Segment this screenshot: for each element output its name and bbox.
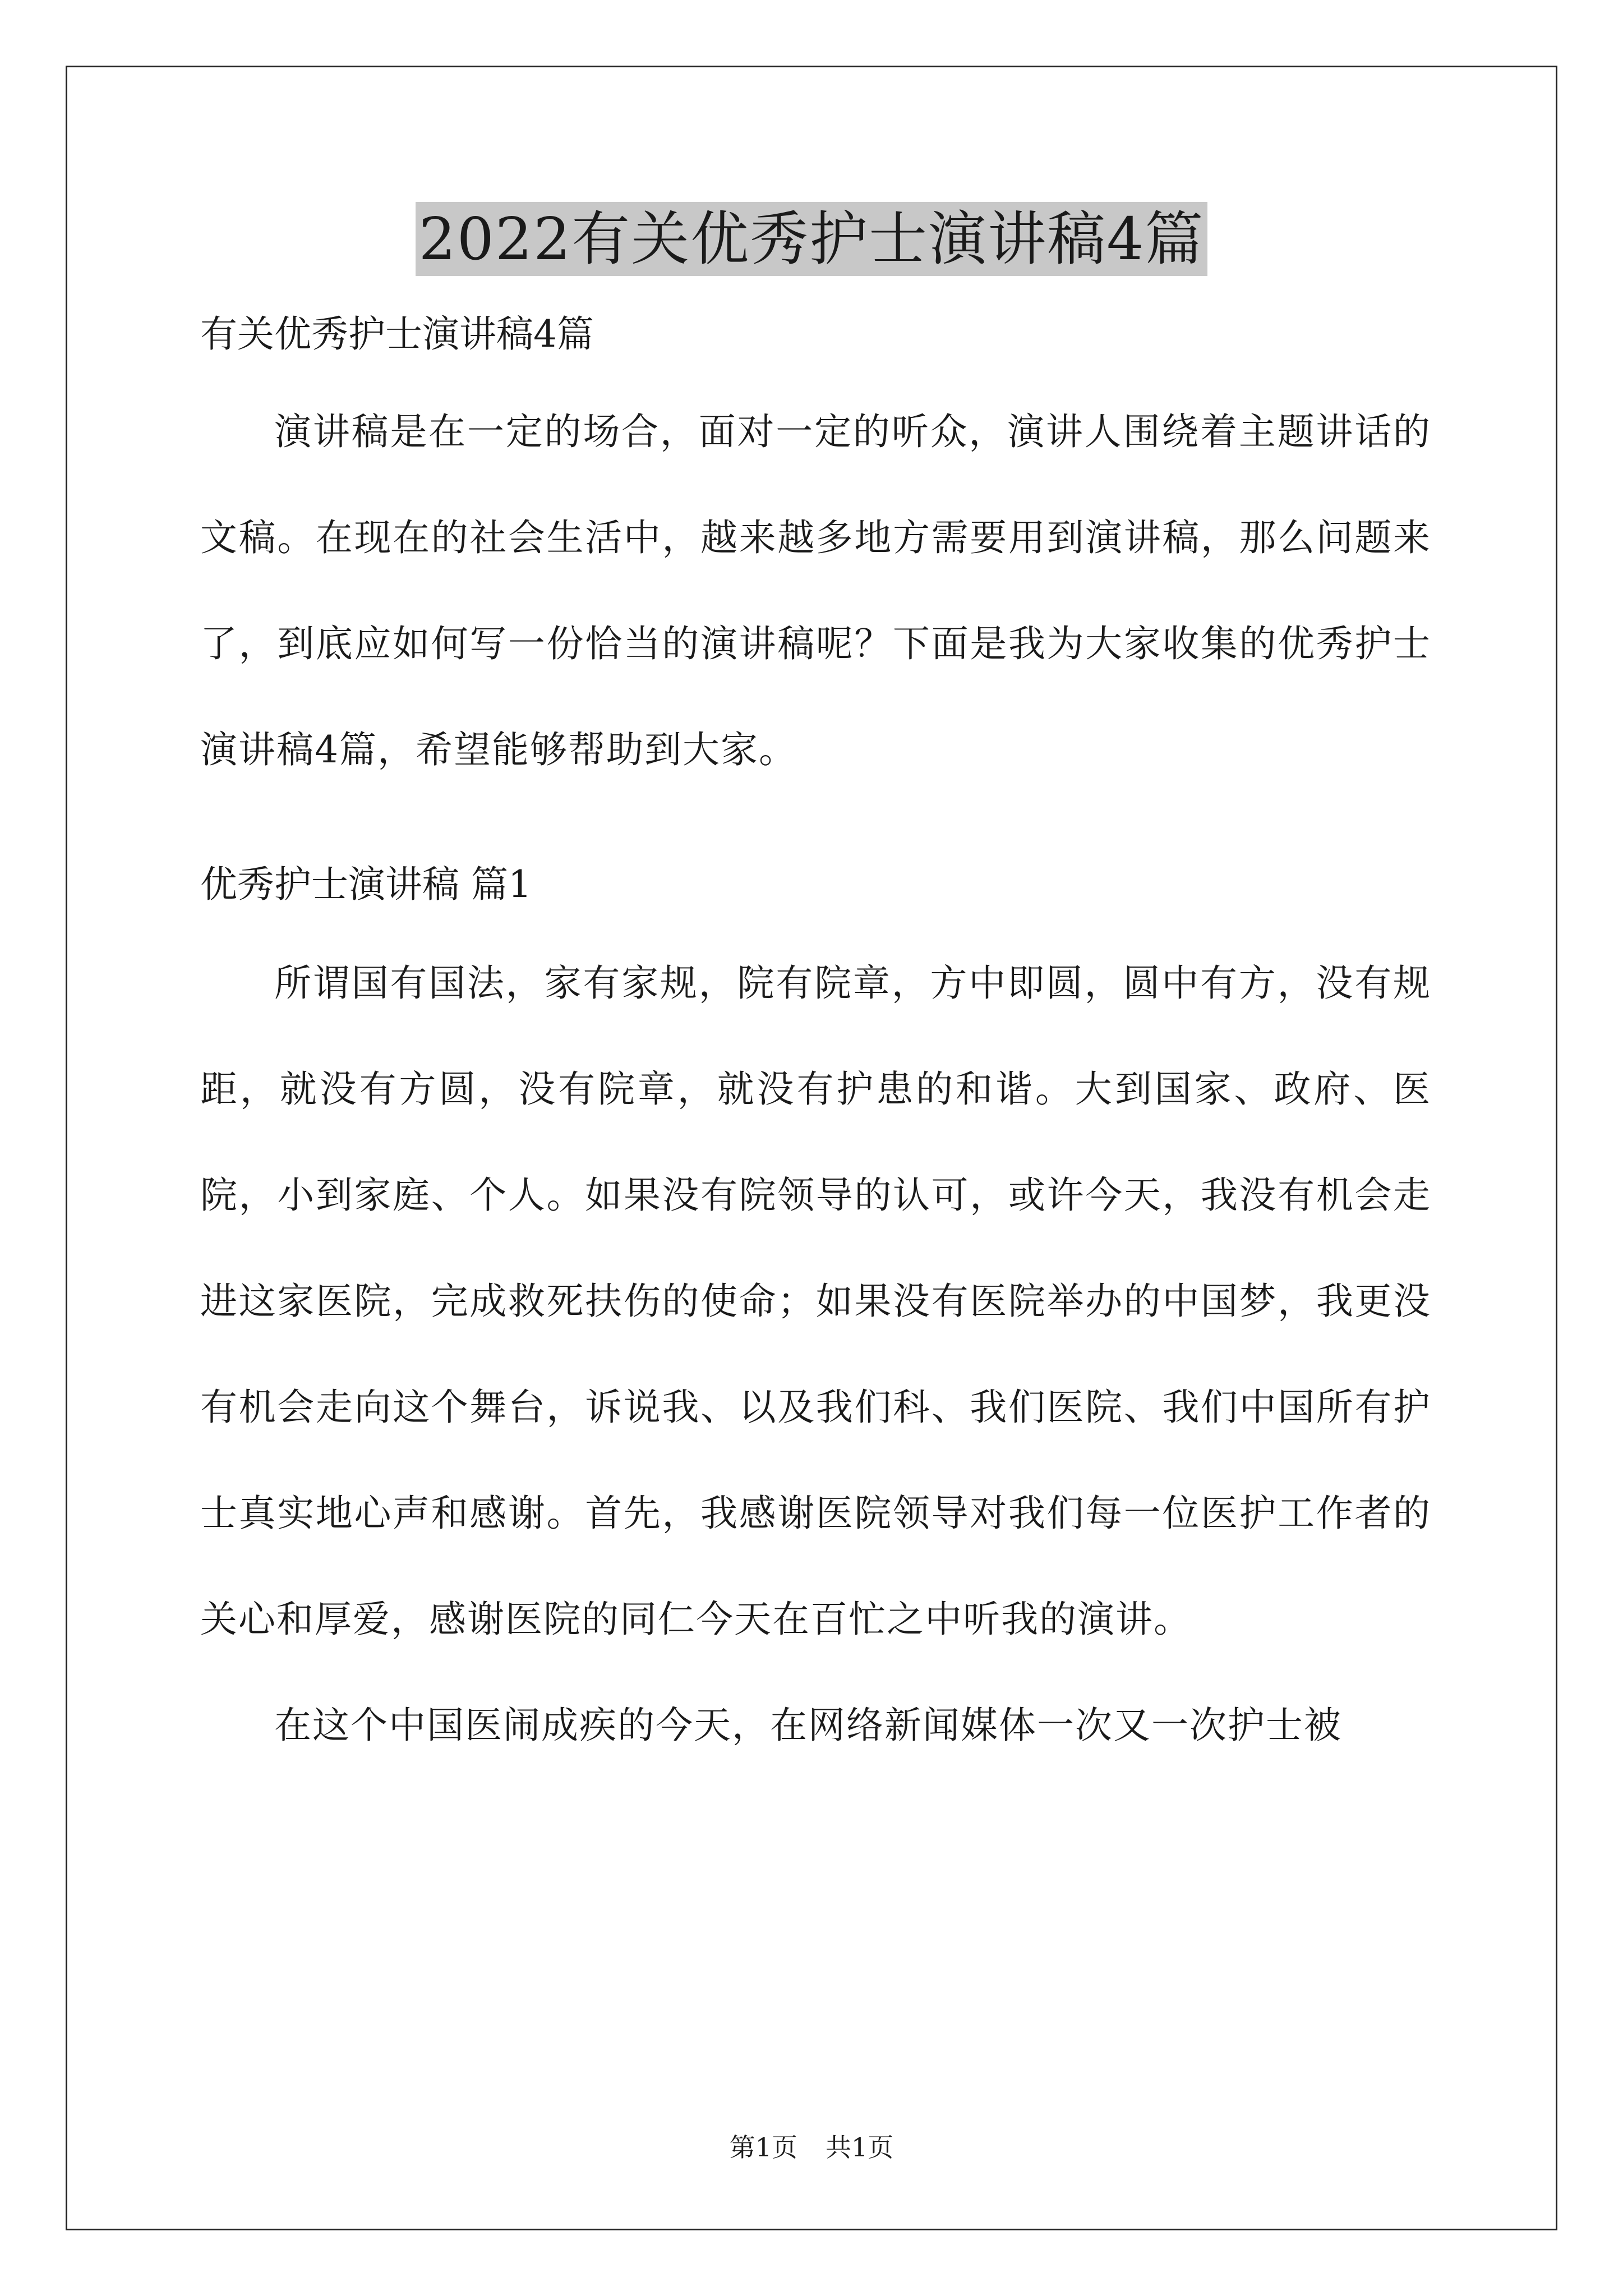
body-paragraph: 在这个中国医闹成疾的今天，在网络新闻媒体一次又一次护士被 <box>274 1704 1342 1747</box>
document-body <box>200 311 1431 1778</box>
page-number: 第1页 <box>729 2132 797 2162</box>
page-footer <box>0 2132 1623 2163</box>
spacer <box>200 803 1431 862</box>
document-subtitle: 有关优秀护士演讲稿4篇 <box>200 312 594 356</box>
spacer <box>200 908 1431 930</box>
document-title: 2022有关优秀护士演讲稿4篇 <box>416 202 1208 276</box>
section-heading: 优秀护士演讲稿 篇1 <box>200 863 532 906</box>
intro-paragraph: 演讲稿是在一定的场合，面对一定的听众，演讲人围绕着主题讲话的文稿。在现在的社会生活中，越来越多地方需要用到演讲稿，那么问题来了，到底应如何写一份恰当的演讲稿呢？下面是我为大家收集的优秀护士演讲稿4篇，希望能够帮助到大家。 <box>200 410 1431 771</box>
total-pages: 共1页 <box>826 2132 894 2162</box>
title-container <box>0 202 1623 276</box>
body-paragraph: 所谓国有国法，家有家规，院有院章，方中即圆，圆中有方，没有规距，就没有方圆，没有院章，就没有护患的和谐。大到国家、政府、医院，小到家庭、个人。如果没有院领导的认可，或许今天，我没有机会走进这家医院，完成救死扶伤的使命；如果没有医院举办的中国梦，我更没有机会走向这个舞台，诉说我、以及我们科、我们医院、我们中国所有护士真实地心声和感谢。首先，我感谢医院领导对我们每一位医护工作者的关心和厚爱，感谢医院的同仁今天在百忙之中听我的演讲。 <box>200 961 1431 1641</box>
